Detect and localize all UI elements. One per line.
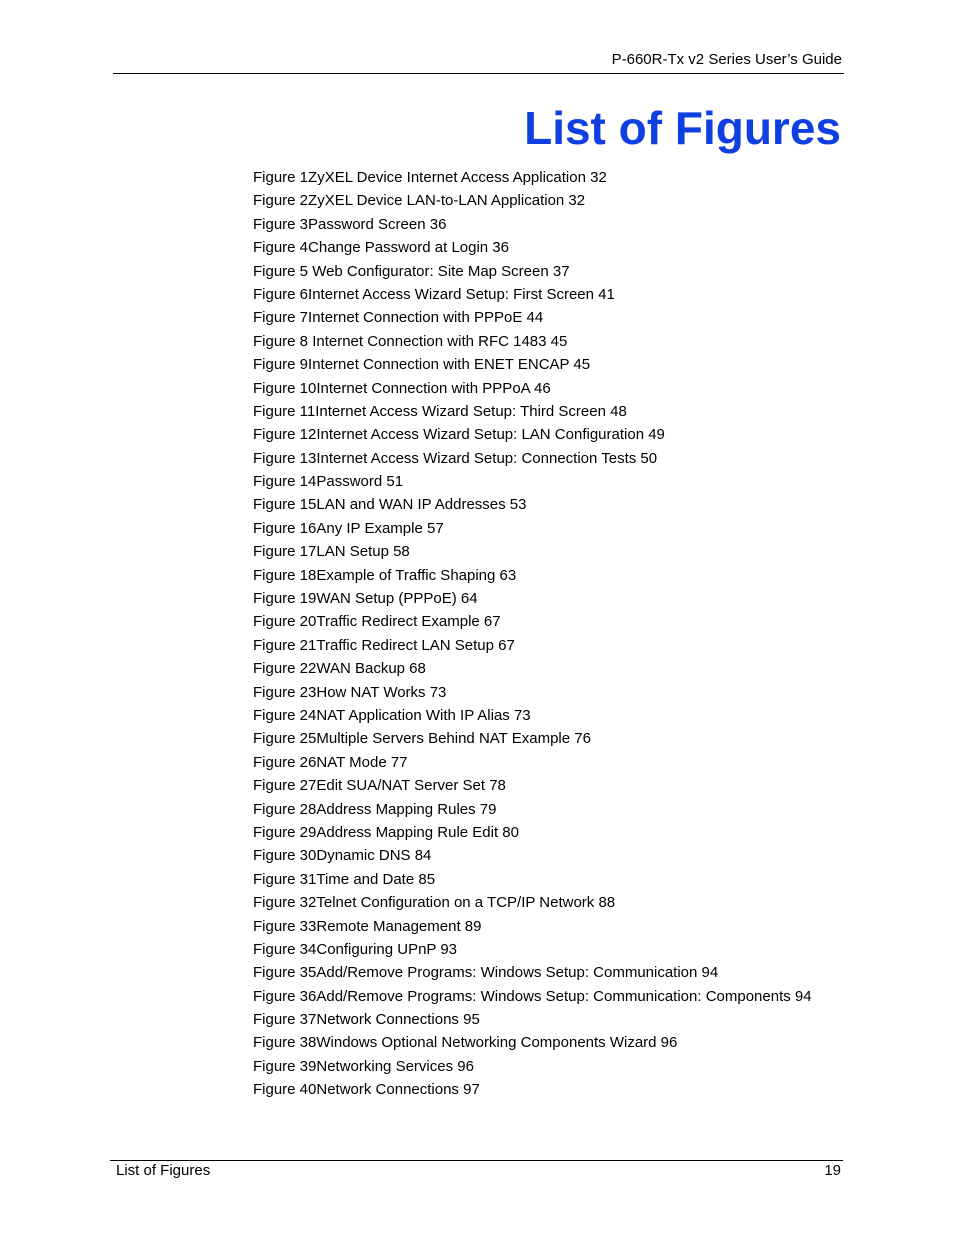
figure-list-item[interactable]: Figure 25Multiple Servers Behind NAT Example 76: [253, 730, 591, 748]
figure-list-item[interactable]: Figure 35Add/Remove Programs: Windows Setup: Communication 94: [253, 964, 719, 982]
figure-list-item[interactable]: Figure 6Internet Access Wizard Setup: First Screen 41: [253, 285, 615, 303]
figure-list-item[interactable]: Figure 5 Web Configurator: Site Map Screen 37: [253, 262, 570, 280]
figure-list-item[interactable]: Figure 36Add/Remove Programs: Windows Setup: Communication: Components 94: [253, 987, 812, 1005]
figure-list-item[interactable]: Figure 7Internet Connection with PPPoE 44: [253, 309, 544, 327]
figure-list-item[interactable]: Figure 31Time and Date 85: [253, 870, 436, 888]
running-header-title: P-660R-Tx v2 Series User’s Guide: [611, 51, 842, 68]
header-divider: [113, 73, 844, 74]
figure-list-item[interactable]: Figure 13Internet Access Wizard Setup: Connection Tests 50: [253, 449, 658, 467]
footer-section-title: List of Figures: [116, 1162, 211, 1179]
figure-list-item[interactable]: Figure 34Configuring UPnP 93: [253, 940, 458, 958]
figure-list-item[interactable]: Figure 20Traffic Redirect Example 67: [253, 613, 501, 631]
figure-list-item[interactable]: Figure 40Network Connections 97: [253, 1081, 480, 1099]
figure-list-item[interactable]: Figure 37Network Connections 95: [253, 1011, 480, 1029]
figure-list-item[interactable]: Figure 17LAN Setup 58: [253, 543, 410, 561]
figure-list-item[interactable]: Figure 10Internet Connection with PPPoA 46: [253, 379, 551, 397]
figure-list-item[interactable]: Figure 38Windows Optional Networking Components Wizard 96: [253, 1034, 678, 1052]
figure-list-item[interactable]: Figure 12Internet Access Wizard Setup: LAN Configuration 49: [253, 426, 665, 444]
figure-list-item[interactable]: Figure 30Dynamic DNS 84: [253, 847, 432, 865]
figure-list-item[interactable]: Figure 11Internet Access Wizard Setup: Third Screen 48: [253, 402, 627, 420]
figure-list-item[interactable]: Figure 28Address Mapping Rules 79: [253, 800, 497, 818]
figure-list-item[interactable]: Figure 32Telnet Configuration on a TCP/IP Network 88: [253, 894, 616, 912]
figure-list-item[interactable]: Figure 22WAN Backup 68: [253, 660, 426, 678]
figure-list-item[interactable]: Figure 3Password Screen 36: [253, 215, 447, 233]
figure-list-item[interactable]: Figure 2ZyXEL Device LAN-to-LAN Application 32: [253, 192, 586, 210]
figure-list-item[interactable]: Figure 21Traffic Redirect LAN Setup 67: [253, 636, 515, 654]
figure-list-item[interactable]: Figure 9Internet Connection with ENET ENCAP 45: [253, 356, 591, 374]
figure-list-item[interactable]: Figure 19WAN Setup (PPPoE) 64: [253, 590, 478, 608]
figure-list-item[interactable]: Figure 15LAN and WAN IP Addresses 53: [253, 496, 527, 514]
figure-list-item[interactable]: Figure 4Change Password at Login 36: [253, 239, 509, 257]
figure-list-item[interactable]: Figure 29Address Mapping Rule Edit 80: [253, 823, 519, 841]
figure-list: [253, 168, 812, 1104]
page-number: 19: [824, 1162, 841, 1179]
figure-list-item[interactable]: Figure 8 Internet Connection with RFC 1483 45: [253, 332, 568, 350]
footer-divider: [110, 1160, 843, 1161]
figure-list-item[interactable]: Figure 27Edit SUA/NAT Server Set 78: [253, 777, 506, 795]
figure-list-item[interactable]: Figure 24NAT Application With IP Alias 73: [253, 706, 531, 724]
figure-list-item[interactable]: Figure 16Any IP Example 57: [253, 519, 444, 537]
figure-list-item[interactable]: Figure 39Networking Services 96: [253, 1057, 474, 1075]
figure-list-item[interactable]: Figure 14Password 51: [253, 473, 404, 491]
page-title: List of Figures: [524, 102, 841, 154]
figure-list-item[interactable]: Figure 18Example of Traffic Shaping 63: [253, 566, 517, 584]
figure-list-item[interactable]: Figure 33Remote Management 89: [253, 917, 482, 935]
figure-list-item[interactable]: Figure 26NAT Mode 77: [253, 753, 408, 771]
figure-list-item[interactable]: Figure 1ZyXEL Device Internet Access Application 32: [253, 169, 607, 186]
figure-list-item[interactable]: Figure 23How NAT Works 73: [253, 683, 447, 701]
